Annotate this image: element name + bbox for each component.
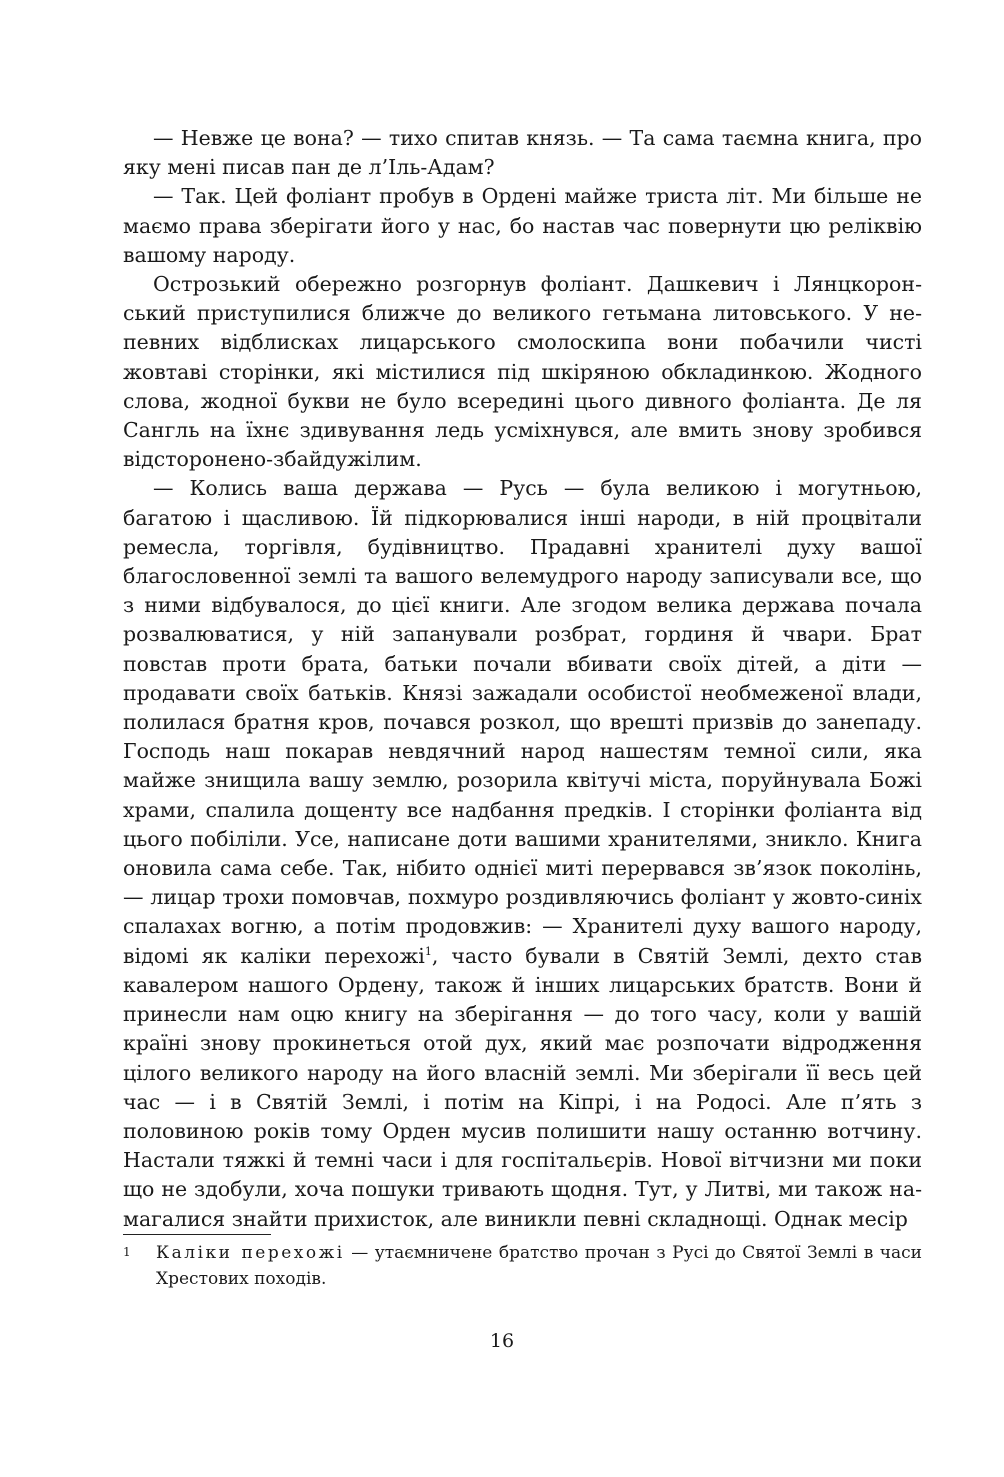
footnote-number: 1 — [123, 1245, 131, 1259]
paragraph-1: — Невже це вона? — тихо спитав князь. — Та сама таємна книга, про яку мені писав пан де л’Іль-Адам? — [123, 126, 922, 180]
footnote-divider — [123, 1234, 271, 1235]
paragraph-2: — Так. Цей фоліант пробув в Ордені майже триста літ. Ми більше не маємо права зберігати його у нас, бо настав час повернути цю реліквію вашому народу. — [123, 184, 922, 267]
paragraph-4 — [123, 474, 922, 1233]
footnote — [123, 1240, 922, 1292]
paragraph-4-text: — Колись ваша держава — Русь — була великою і могутньою, багатою і щасливою. Їй підкорювалися інші народи, в ній процвітали ремесла, торгівля, будівництво. Прадавні хранителі духу вашої благословенної землі та вашого велемудрого народу записували все, що з ними відбувалося, до цієї книги. Але згодом велика держава почала розвалюватися, у ній запанували розбрат, гординя й чвари. Брат повстав проти брата, батьки почали вбивати своїх дітей, а діти — продавати своїх батьків. Князі зажадали особистої необмеженої влади, полилася братня кров, почався розкол, що врешті призвів до занепаду. Господь наш покарав невдячний народ нашестям темної сили, яка майже знищила вашу землю, розорила квітучі міста, поруйнувала Божі храми, спалила дощенту все надбання предків. І сторінки фоліанта від цього побіліли. Усе, написане доти вашими хранителями, зникло. Книга оновила сама себе. Так, нібито однієї миті перервався зв’язок поколінь, — лицар трохи помовчав, похмуро роздивляючись фоліант у жовто-синіх спалахах вогню, а потім продовжив: — Хранителі духу вашого народу, відомі як каліки перехожі — [123, 476, 922, 968]
main-text — [123, 124, 922, 1234]
footnote-term: Каліки перехожі — [156, 1243, 345, 1263]
paragraph-4-continuation: , часто бували в Святій Землі, дехто став кавалером нашого Ордену, також й інших лицарських братств. Вони й принесли нам оцю книгу на зберігання — до того часу, коли у вашій країні знову прокинеться отой дух, який має розпочати відродження цілого великого народу на його власній землі. Ми зберігали її весь цей час — і в Святій Землі, і потім на Кіпрі, і на Родосі. Але п’ять з половиною років тому Орден мусив полишити нашу останню вотчину. Настали тяжкі й темні часи і для госпітальєрів. Нової вітчизни ми поки що не здобули, хоча пошуки тривають щодня. Тут, у Литві, ми також намагалися знайти прихисток, але виникли певні складнощі. Однак месір — [123, 943, 922, 1231]
footnote-reference: 1 — [424, 944, 432, 958]
footnote-text: — утаємничене братство прочан з Русі до Святої Землі в часи Хрестових походів. — [156, 1243, 922, 1289]
footnote-body — [156, 1240, 922, 1292]
paragraph-3: Острозький обережно розгорнув фоліант. Дашкевич і Лянцкоронський приступилися ближче до великого гетьмана литовського. У непевних відблисках лицарського смолоскипа вони побачили чисті жовтаві сторінки, які містилися під шкіряною обкладинкою. Жодного слова, жодної букви не було всередині цього дивного фоліанта. Де ля Сангль на їхнє здивування ледь усміхнувся, але вмить знову зробився відсторонено-збайдужілим. — [123, 272, 922, 472]
page-number: 16 — [489, 1330, 515, 1352]
